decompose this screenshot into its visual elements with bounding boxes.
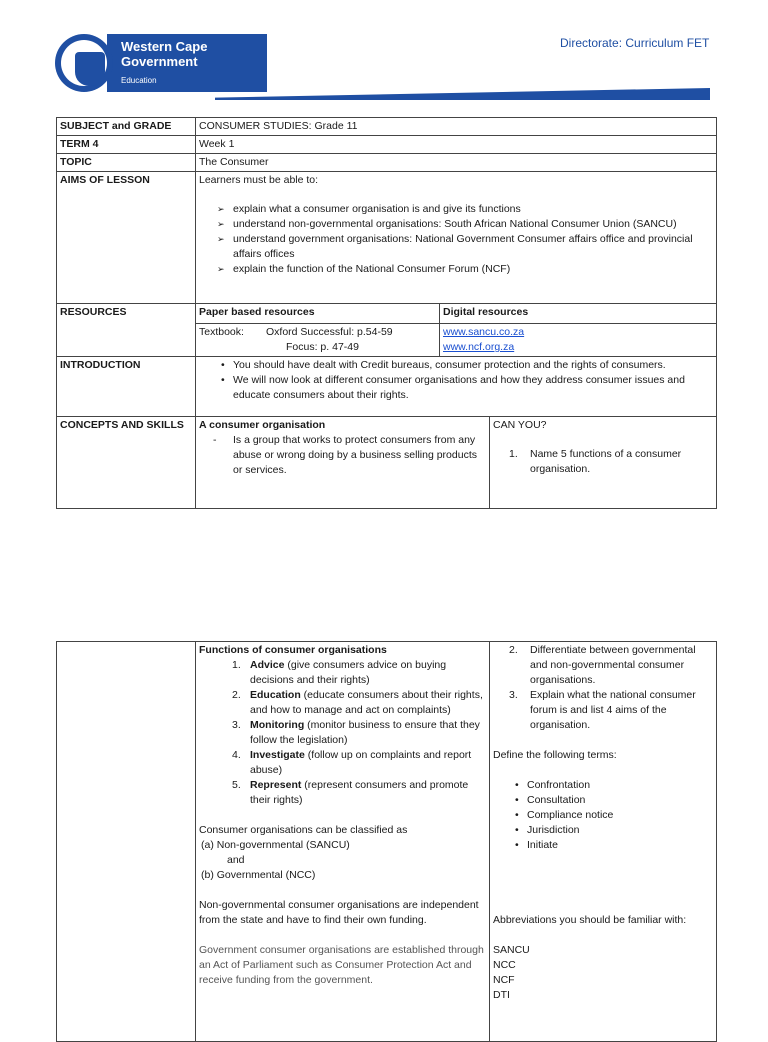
question-item: 1. Name 5 functions of a consumer organisation. — [509, 448, 682, 475]
question-item: 3. Explain what the national consumer forum is and list 4 aims of the organisation. — [509, 689, 696, 731]
nongov-text: Non-governmental consumer organisations are independent from the state and have to find their own funding. — [199, 899, 479, 926]
header-stripe — [215, 88, 710, 100]
term-item: • Consultation — [493, 793, 713, 808]
digital-resources — [440, 324, 717, 357]
aims-list — [199, 202, 713, 277]
classified-a: (a) Non-governmental (SANCU) — [201, 839, 350, 851]
can-you-heading: CAN YOU? — [493, 419, 547, 431]
function-item: 3. Monitoring (monitor business to ensure that they follow the legislation) — [232, 719, 480, 746]
introduction-cell — [196, 357, 717, 417]
sancu-link[interactable]: www.sancu.co.za — [443, 326, 525, 338]
term-label: TERM 4 — [57, 136, 196, 154]
intro-item: • You should have dealt with Credit bureaus, consumer protection and the rights of consumers. — [199, 358, 713, 373]
function-item: 5. Represent (represent consumers and promote their rights) — [232, 779, 469, 806]
directorate-label: Directorate: Curriculum FET — [560, 36, 710, 50]
functions-title: Functions of consumer organisations — [199, 644, 387, 656]
classified-and: and — [227, 854, 245, 866]
questions-cell — [490, 642, 717, 1042]
aims-cell — [196, 172, 717, 304]
abbrev-item: SANCU — [493, 944, 530, 956]
topic-label: TOPIC — [57, 154, 196, 172]
introduction-list — [199, 358, 713, 403]
question-list — [493, 447, 713, 477]
question-item: 2. Differentiate between governmental and non-governmental consumer organisations. — [509, 644, 696, 686]
functions-cell — [196, 642, 490, 1042]
aim-item: ➢ explain what a consumer organisation is and give its functions — [199, 202, 713, 217]
empty-label-cell — [57, 642, 196, 1042]
introduction-label: INTRODUCTION — [57, 357, 196, 417]
define-intro: Define the following terms: — [493, 749, 617, 761]
intro-item: • We will now look at different consumer organisations and how they address consumer issues and educate consumers about their rights. — [199, 373, 713, 403]
resources-label: RESOURCES — [57, 304, 196, 357]
topic-value: The Consumer — [196, 154, 717, 172]
question-list-2 — [493, 643, 713, 733]
aims-label: AIMS OF LESSON — [57, 172, 196, 304]
aims-intro: Learners must be able to: — [199, 174, 319, 186]
concept-definition: - Is a group that works to protect consumers from any abuse or wrong doing by a business selling products or services. — [213, 434, 477, 476]
focus-value: Focus: p. 47-49 — [286, 341, 359, 353]
concepts-label: CONCEPTS AND SKILLS — [57, 417, 196, 509]
textbook-label: Textbook: — [199, 326, 244, 338]
term-value: Week 1 — [196, 136, 717, 154]
can-you-cell — [490, 417, 717, 509]
functions-list — [199, 658, 486, 808]
logo-title: Western Cape Government — [121, 39, 208, 69]
term-item: • Confrontation — [493, 778, 713, 793]
ncf-link[interactable]: www.ncf.org.za — [443, 341, 515, 353]
function-item: 2. Education (educate consumers about their rights, and how to manage and act on complaints) — [232, 689, 483, 716]
abbrev-item: NCC — [493, 959, 516, 971]
function-item: 4. Investigate (follow up on complaints and report abuse) — [232, 749, 472, 776]
subject-label: SUBJECT and GRADE — [57, 118, 196, 136]
aim-item: ➢ understand government organisations: National Government Consumer affairs office and provincial affairs offices — [199, 232, 713, 262]
aim-item: ➢ understand non-governmental organisations: South African National Consumer Union (SANCU) — [199, 217, 713, 232]
abbrev-item: NCF — [493, 974, 515, 986]
abbrev-intro: Abbreviations you should be familiar with: — [493, 914, 687, 926]
wcg-logo — [55, 34, 215, 92]
classified-b: (b) Governmental (NCC) — [201, 869, 316, 881]
gov-text: Government consumer organisations are established through an Act of Parliament such as Consumer Protection Act and receive funding from the government. — [199, 944, 484, 986]
terms-list — [493, 778, 713, 853]
concepts-cell — [196, 417, 490, 509]
logo-subtitle: Education — [121, 76, 157, 85]
textbook-value: Oxford Successful: p.54-59 — [266, 326, 393, 338]
term-item: • Jurisdiction — [493, 823, 713, 838]
lesson-table-1 — [56, 117, 717, 509]
function-item: 1. Advice (give consumers advice on buying decisions and their rights) — [232, 659, 447, 686]
concept-title: A consumer organisation — [199, 419, 326, 431]
term-item: • Compliance notice — [493, 808, 713, 823]
lesson-table-2 — [56, 641, 717, 1042]
abbrev-item: DTI — [493, 989, 510, 1001]
paper-resources-header: Paper based resources — [196, 304, 440, 324]
paper-resources — [196, 324, 440, 357]
aim-item: ➢ explain the function of the National Consumer Forum (NCF) — [199, 262, 713, 277]
coat-of-arms-icon — [55, 34, 113, 92]
classified-intro: Consumer organisations can be classified as — [199, 824, 408, 836]
term-item: • Initiate — [493, 838, 713, 853]
subject-value: CONSUMER STUDIES: Grade 11 — [196, 118, 717, 136]
digital-resources-header: Digital resources — [440, 304, 717, 324]
